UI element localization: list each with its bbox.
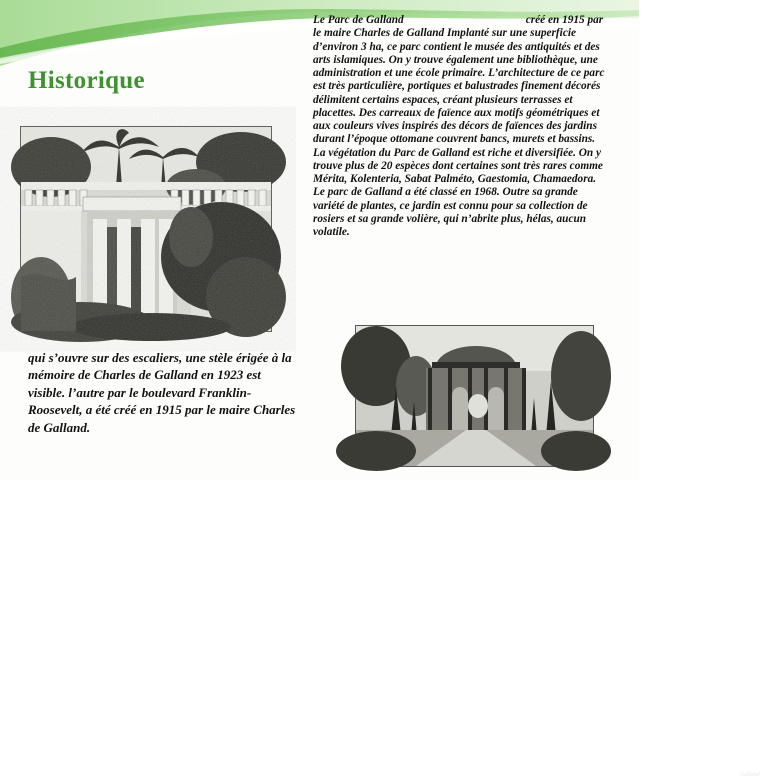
slide-title: Historique [28, 67, 145, 94]
paragraph-rest: 1915 par le maire Charles de Galland Implanté sur une superficie d’environ 3 ha, ce parc contient le musée des antiquités et des arts islamiques. On y trouve également une bibliothèque, une administration et une école primaire. L’architecture de ce parc est très particulière, portiques et balustrades finement décorés délimitent certains espaces, créant plusieurs terrasses et placettes. Des carreaux de faïence aux motifs géométriques et aux couleurs vives inspirés des décors de faïences des jardins durant l’époque ottomane couvrent bancs, murets et bassins. La végétation du Parc de Galland est riche et diversifiée. On y trouve plus de 20 espèces dont certaines sont très rares comme Mérita, Kolenteria, Sabat Palméto, Gaestomia, Chamaedora. Le parc de Galland a été classé en 1968. Outre sa grande variété de plantes, ce jardin est connu pour sa collection de rosiers et sa grande volière, qui n’abrite plus, hélas, aucun volatile. [313, 14, 605, 238]
garden-photo [20, 126, 272, 332]
postcard-caption: Galland [740, 772, 760, 778]
photo-caption: qui s’ouvre sur des escaliers, une stèle érigée à la mémoire de Charles de Galland en 1923 est visible. l’autre par le boulevard Franklin- Roosevelt, a été créé en 1915 par le maire Charles de Galland. [28, 350, 296, 435]
paragraph-start: Le Parc de Galland [313, 14, 404, 26]
garden-photo-image [21, 127, 271, 331]
postcard-photo [355, 325, 760, 778]
postcard-photo-image [356, 326, 593, 466]
body-paragraph [313, 14, 609, 239]
paragraph-start-right: créé en [525, 14, 560, 26]
